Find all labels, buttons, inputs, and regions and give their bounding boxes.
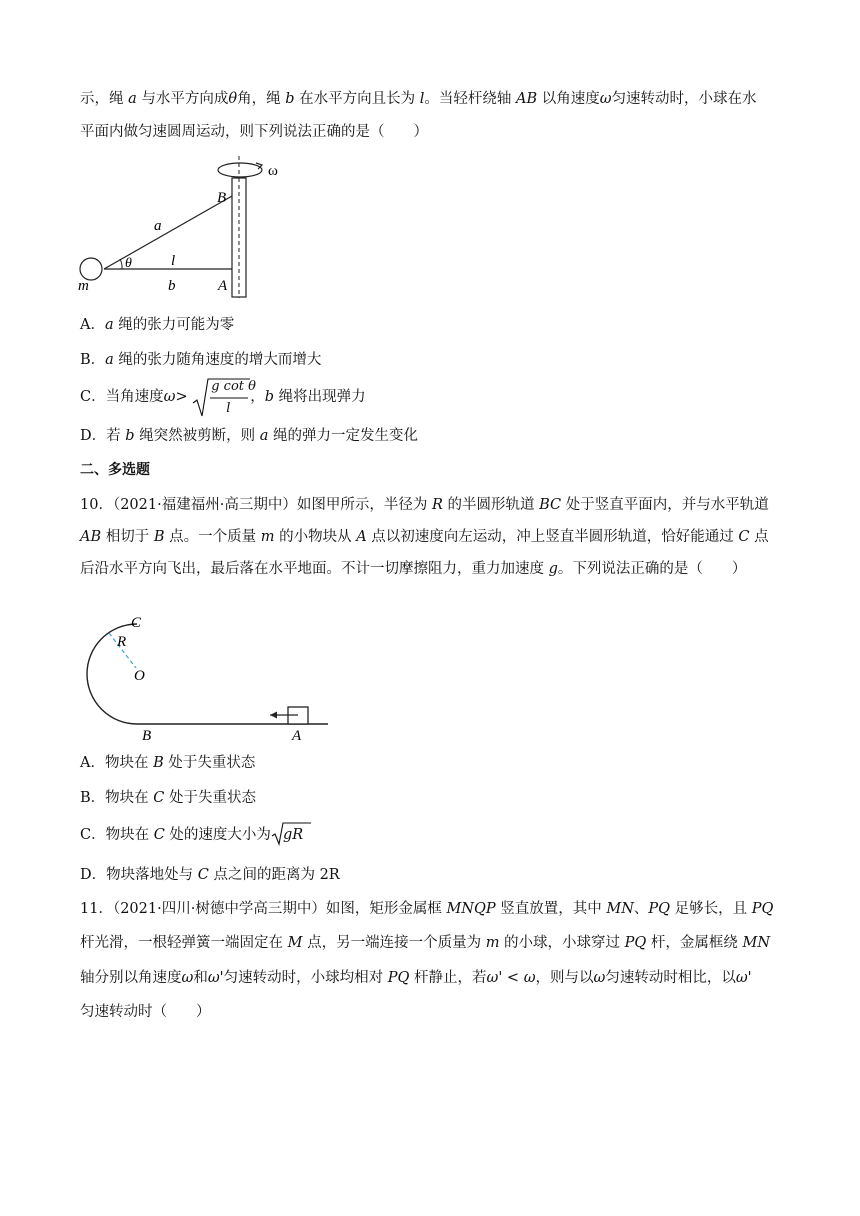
- label-l: l: [171, 253, 176, 269]
- label-C: C: [131, 615, 142, 631]
- sqrt-icon: [272, 823, 311, 844]
- q10-option-d[interactable]: D．物块落地处与 C 点之间的距离为 2R: [80, 867, 340, 883]
- q9-option-c[interactable]: C．当角速度ω> g cot θ l ，b 绳将出现弹力: [80, 376, 366, 420]
- label-B: B: [217, 190, 227, 206]
- section-heading: 二、多选题: [80, 462, 150, 478]
- label-a: a: [154, 218, 162, 234]
- omega-label: ω: [268, 163, 278, 179]
- theta-arc: [120, 259, 122, 269]
- ball: [80, 258, 102, 280]
- sqrt-gR: gR: [271, 824, 303, 846]
- label-b: b: [168, 278, 176, 294]
- q11-stem-line2: 杆光滑，一根轻弹簧一端固定在 M 点，另一端连接一个质量为 m 的小球，小球穿过 PQ 杆，金属框绕 MN: [80, 935, 771, 951]
- q9-stem-line2: 平面内做匀速圆周运动，则下列说法正确的是（ ）: [80, 124, 428, 140]
- q10-figure: [76, 612, 336, 744]
- q10-option-a[interactable]: A．物块在 B 处于失重状态: [80, 755, 256, 771]
- label-R: R: [117, 634, 127, 650]
- label-A: A: [292, 728, 302, 744]
- label-O: O: [134, 668, 145, 684]
- q11-stem-line3: 轴分别以角速度ω和ω'匀速转动时，小球均相对 PQ 杆静止，若ω' < ω，则与以ω匀速转动时相比，以ω': [80, 970, 752, 986]
- q9-option-b[interactable]: B．a 绳的张力随角速度的增大而增大: [80, 352, 322, 368]
- label-B: B: [142, 728, 152, 744]
- label-m: m: [78, 278, 89, 294]
- q10-stem-line3: 后沿水平方向飞出，最后落在水平地面。不计一切摩擦阻力，重力加速度 g。下列说法正确的是（ ）: [80, 561, 747, 577]
- q9-stem-line1: 示，绳 a 与水平方向成θ角，绳 b 在水平方向且长为 l。当轻杆绕轴 AB 以角速度ω匀速转动时，小球在水: [80, 91, 757, 107]
- label-A: A: [218, 278, 228, 294]
- rotation-ellipse: [218, 163, 262, 177]
- q10-stem-line2: AB 相切于 B 点。一个质量 m 的小物块从 A 点以初速度向左运动，冲上竖直半圆形轨道，恰好能通过 C 点: [80, 529, 769, 545]
- q10-option-c[interactable]: C．物块在 C 处的速度大小为 gR: [80, 824, 303, 846]
- q11-stem-line4: 匀速转动时（ ）: [80, 1004, 211, 1020]
- q9-option-a[interactable]: A．a 绳的张力可能为零: [80, 317, 235, 333]
- label-theta: θ: [125, 256, 132, 271]
- semicircle-track: [87, 624, 137, 724]
- q10-option-b[interactable]: B．物块在 C 处于失重状态: [80, 790, 256, 806]
- q9-figure: [70, 150, 300, 305]
- arrow-left-icon: [270, 712, 277, 719]
- q10-stem-line1: 10．（2021·福建福州·高三期中）如图甲所示，半径为 R 的半圆形轨道 BC 处于竖直平面内，并与水平轨道: [80, 497, 769, 513]
- string-a: [104, 196, 232, 269]
- sqrt-fraction: g cot θ l: [192, 376, 250, 420]
- q9-option-d[interactable]: D．若 b 绳突然被剪断，则 a 绳的弹力一定发生变化: [80, 428, 419, 444]
- q11-stem-line1: 11．（2021·四川·树德中学高三期中）如图，矩形金属框 MNQP 竖直放置，其中 MN、PQ 足够长，且 PQ: [80, 901, 774, 917]
